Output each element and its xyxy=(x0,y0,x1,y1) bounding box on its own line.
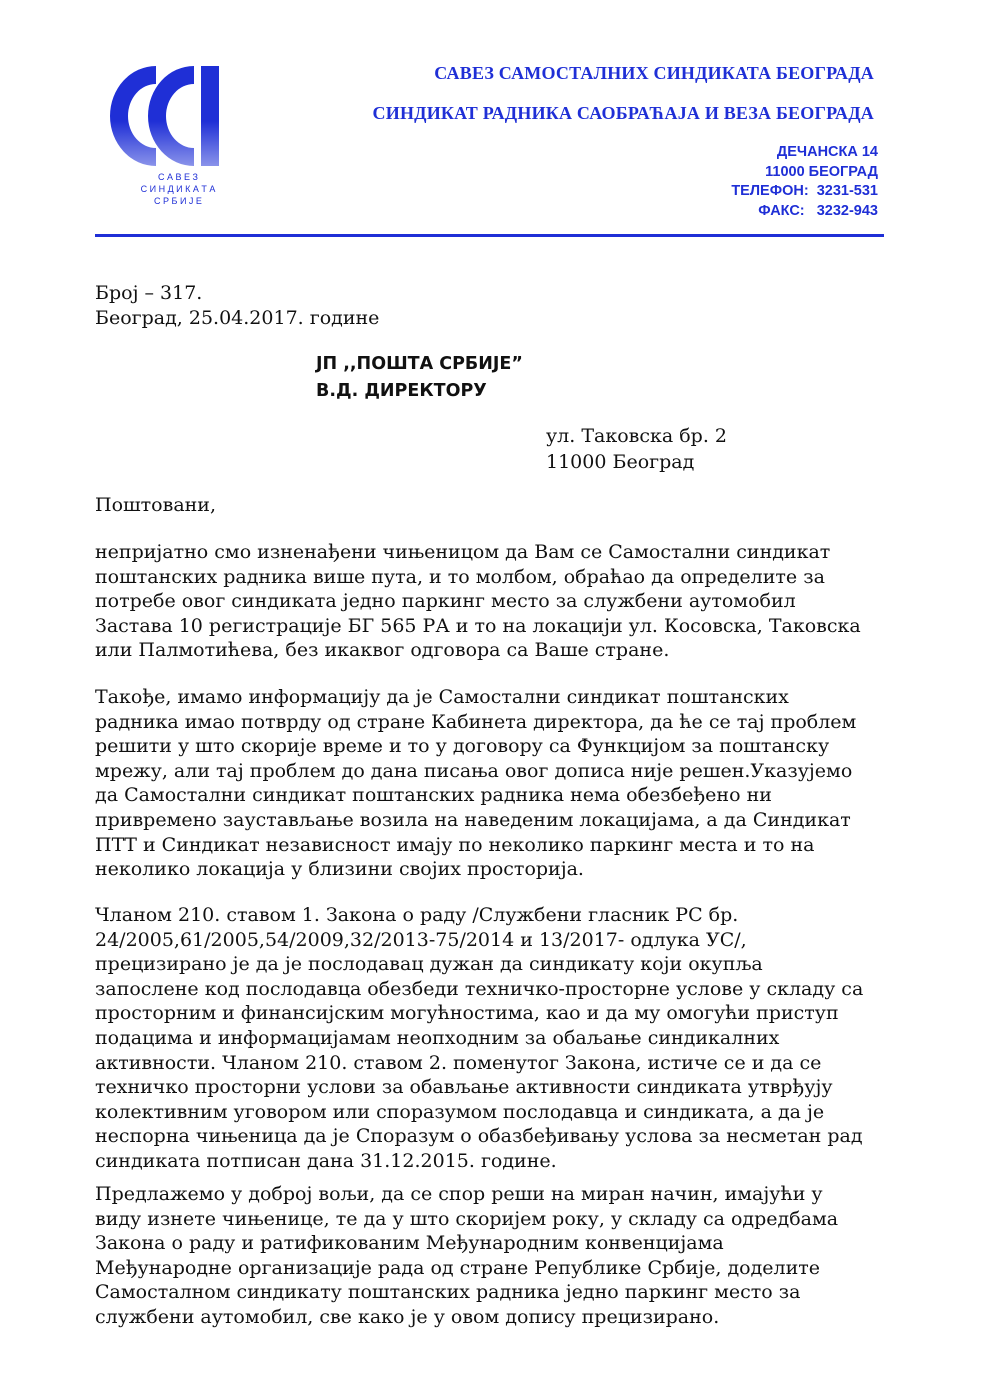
paragraph-line: Чланом 210. ставом 1. Закона о раду /Службени гласник РС бр. xyxy=(95,904,739,926)
paragraph-line: да Самостални синдикат поштанских радника нема обезбеђено ни xyxy=(95,784,772,807)
paragraph-line: подацима и информацијамам неопходним за обаљање синдикалних xyxy=(95,1026,780,1049)
paragraph-line: Застава 10 регистрације БГ 565 РА и то на локацији ул. Косовска, Таковска xyxy=(95,614,861,637)
recipient-title: В.Д. ДИРЕКТОРУ xyxy=(316,381,487,401)
address-street: ул. Таковска бр. 2 xyxy=(546,425,727,447)
contact-fax: ФАКС: 3232-943 xyxy=(758,202,878,219)
greeting: Поштовани, xyxy=(95,494,217,516)
recipient-block xyxy=(316,351,523,405)
paragraph-line: ПТТ и Синдикат независност имају по неколико паркинг места и то на xyxy=(95,833,815,856)
address-city: 11000 Београд xyxy=(546,451,695,473)
paragraph-line: непријатно смо изненађени чињеницом да Вам се Самостални синдикат xyxy=(95,541,831,563)
paragraph-line: потребе овог синдиката једно паркинг место за службени аутомобил xyxy=(95,590,796,613)
paragraph-line: активности. Чланом 210. ставом 2. поменутог Закона, истиче се и да се xyxy=(95,1051,822,1074)
paragraph-line: Закона о раду и ратификованим Међународним конвенцијама xyxy=(95,1232,724,1255)
paragraph-line: запослене код послодавца обезбеди техничко-просторне услове у складу са xyxy=(95,977,864,1000)
paragraph-line: Међународне организације рада од стране Републике Србије, доделите xyxy=(95,1256,821,1279)
paragraph-line: службени аутомобил, све како је у овом допису прецизирано. xyxy=(95,1305,720,1328)
paragraph-line: 24/2005,61/2005,54/2009,32/2013-75/2014 и 13/2017- одлука УС/, xyxy=(95,928,747,951)
body-paragraph-1 xyxy=(95,540,895,663)
org-name-secondary: СИНДИКАТ РАДНИКА САОБРАЋАЈА И ВЕЗА БЕОГРАДА xyxy=(372,103,874,123)
contact-phone: ТЕЛЕФОН: 3231-531 xyxy=(731,183,878,199)
body-paragraph-3 xyxy=(95,903,895,1174)
paragraph-line: Самосталном синдикату поштанских радника једно паркинг место за xyxy=(95,1281,801,1304)
paragraph-line: мрежу, али тај проблем до дана писања овог дописа није решен.Указујемо xyxy=(95,759,853,782)
paragraph-line: решити у што скорије време и то у договору са Функцијом за поштанску xyxy=(95,735,830,758)
letter-place-date: Београд, 25.04.2017. године xyxy=(95,307,380,329)
contact-block xyxy=(731,143,878,221)
paragraph-line: привремено заустављање возила на наведеним локацијама, а да Синдикат xyxy=(95,808,851,831)
letter-number: Број – 317. xyxy=(95,282,203,304)
logo-text-line: С Р Б И Ј Е xyxy=(154,196,202,206)
paragraph-line: синдиката потписан дана 31.12.2015. године. xyxy=(95,1149,557,1172)
body-paragraph-4 xyxy=(95,1182,895,1330)
paragraph-line: колективним уговором или споразумом послодавца и синдиката, а да је xyxy=(95,1100,825,1123)
paragraph-line: прецизирано је да је послодавац дужан да синдикату који окупља xyxy=(95,953,763,976)
paragraph-line: Предлажемо у доброј вољи, да се спор реши на миран начин, имајући у xyxy=(95,1183,823,1205)
union-logo-icon xyxy=(96,54,246,214)
contact-street: ДЕЧАНСКА 14 xyxy=(776,144,878,160)
recipient-org: ЈП ,,ПОШТА СРБИЈЕ” xyxy=(316,354,523,374)
paragraph-line: неспорна чињеница да је Споразум о обазбеђивању услова за несметан рад xyxy=(95,1125,863,1148)
paragraph-line: или Палмотићева, без икаквог одговора са Ваше стране. xyxy=(95,639,670,662)
recipient-address xyxy=(546,423,727,475)
paragraph-line: Такође, имамо информацију да је Самостални синдикат поштанских xyxy=(95,686,789,708)
paragraph-line: поштанских радника више пута, и то молбом, обраћао да определите за xyxy=(95,565,825,588)
union-logo xyxy=(96,54,246,214)
paragraph-line: просторним и финансијским могућностима, као и да му омогући приступ xyxy=(95,1002,839,1025)
body-paragraph-2 xyxy=(95,685,895,882)
org-name-primary: САВЕЗ САМОСТАЛНИХ СИНДИКАТА БЕОГРАДА xyxy=(434,63,874,83)
header-divider xyxy=(95,234,884,237)
paragraph-line: техничко просторни услови за обављање активности синдиката утврђују xyxy=(95,1076,833,1099)
letter-meta xyxy=(95,281,379,331)
contact-city: 11000 БЕОГРАД xyxy=(765,163,878,180)
paragraph-line: виду изнете чињенице, те да у што скоријем року, у складу са одредбама xyxy=(95,1207,839,1230)
paragraph-line: радника имао потврду од стране Кабинета директора, да ће се тај проблем xyxy=(95,710,857,733)
logo-text-line: С И Н Д И К А Т А xyxy=(140,184,216,194)
paragraph-line: неколико локација у близини својих просторија. xyxy=(95,858,584,881)
logo-text-line: С А В Е З xyxy=(158,172,198,182)
